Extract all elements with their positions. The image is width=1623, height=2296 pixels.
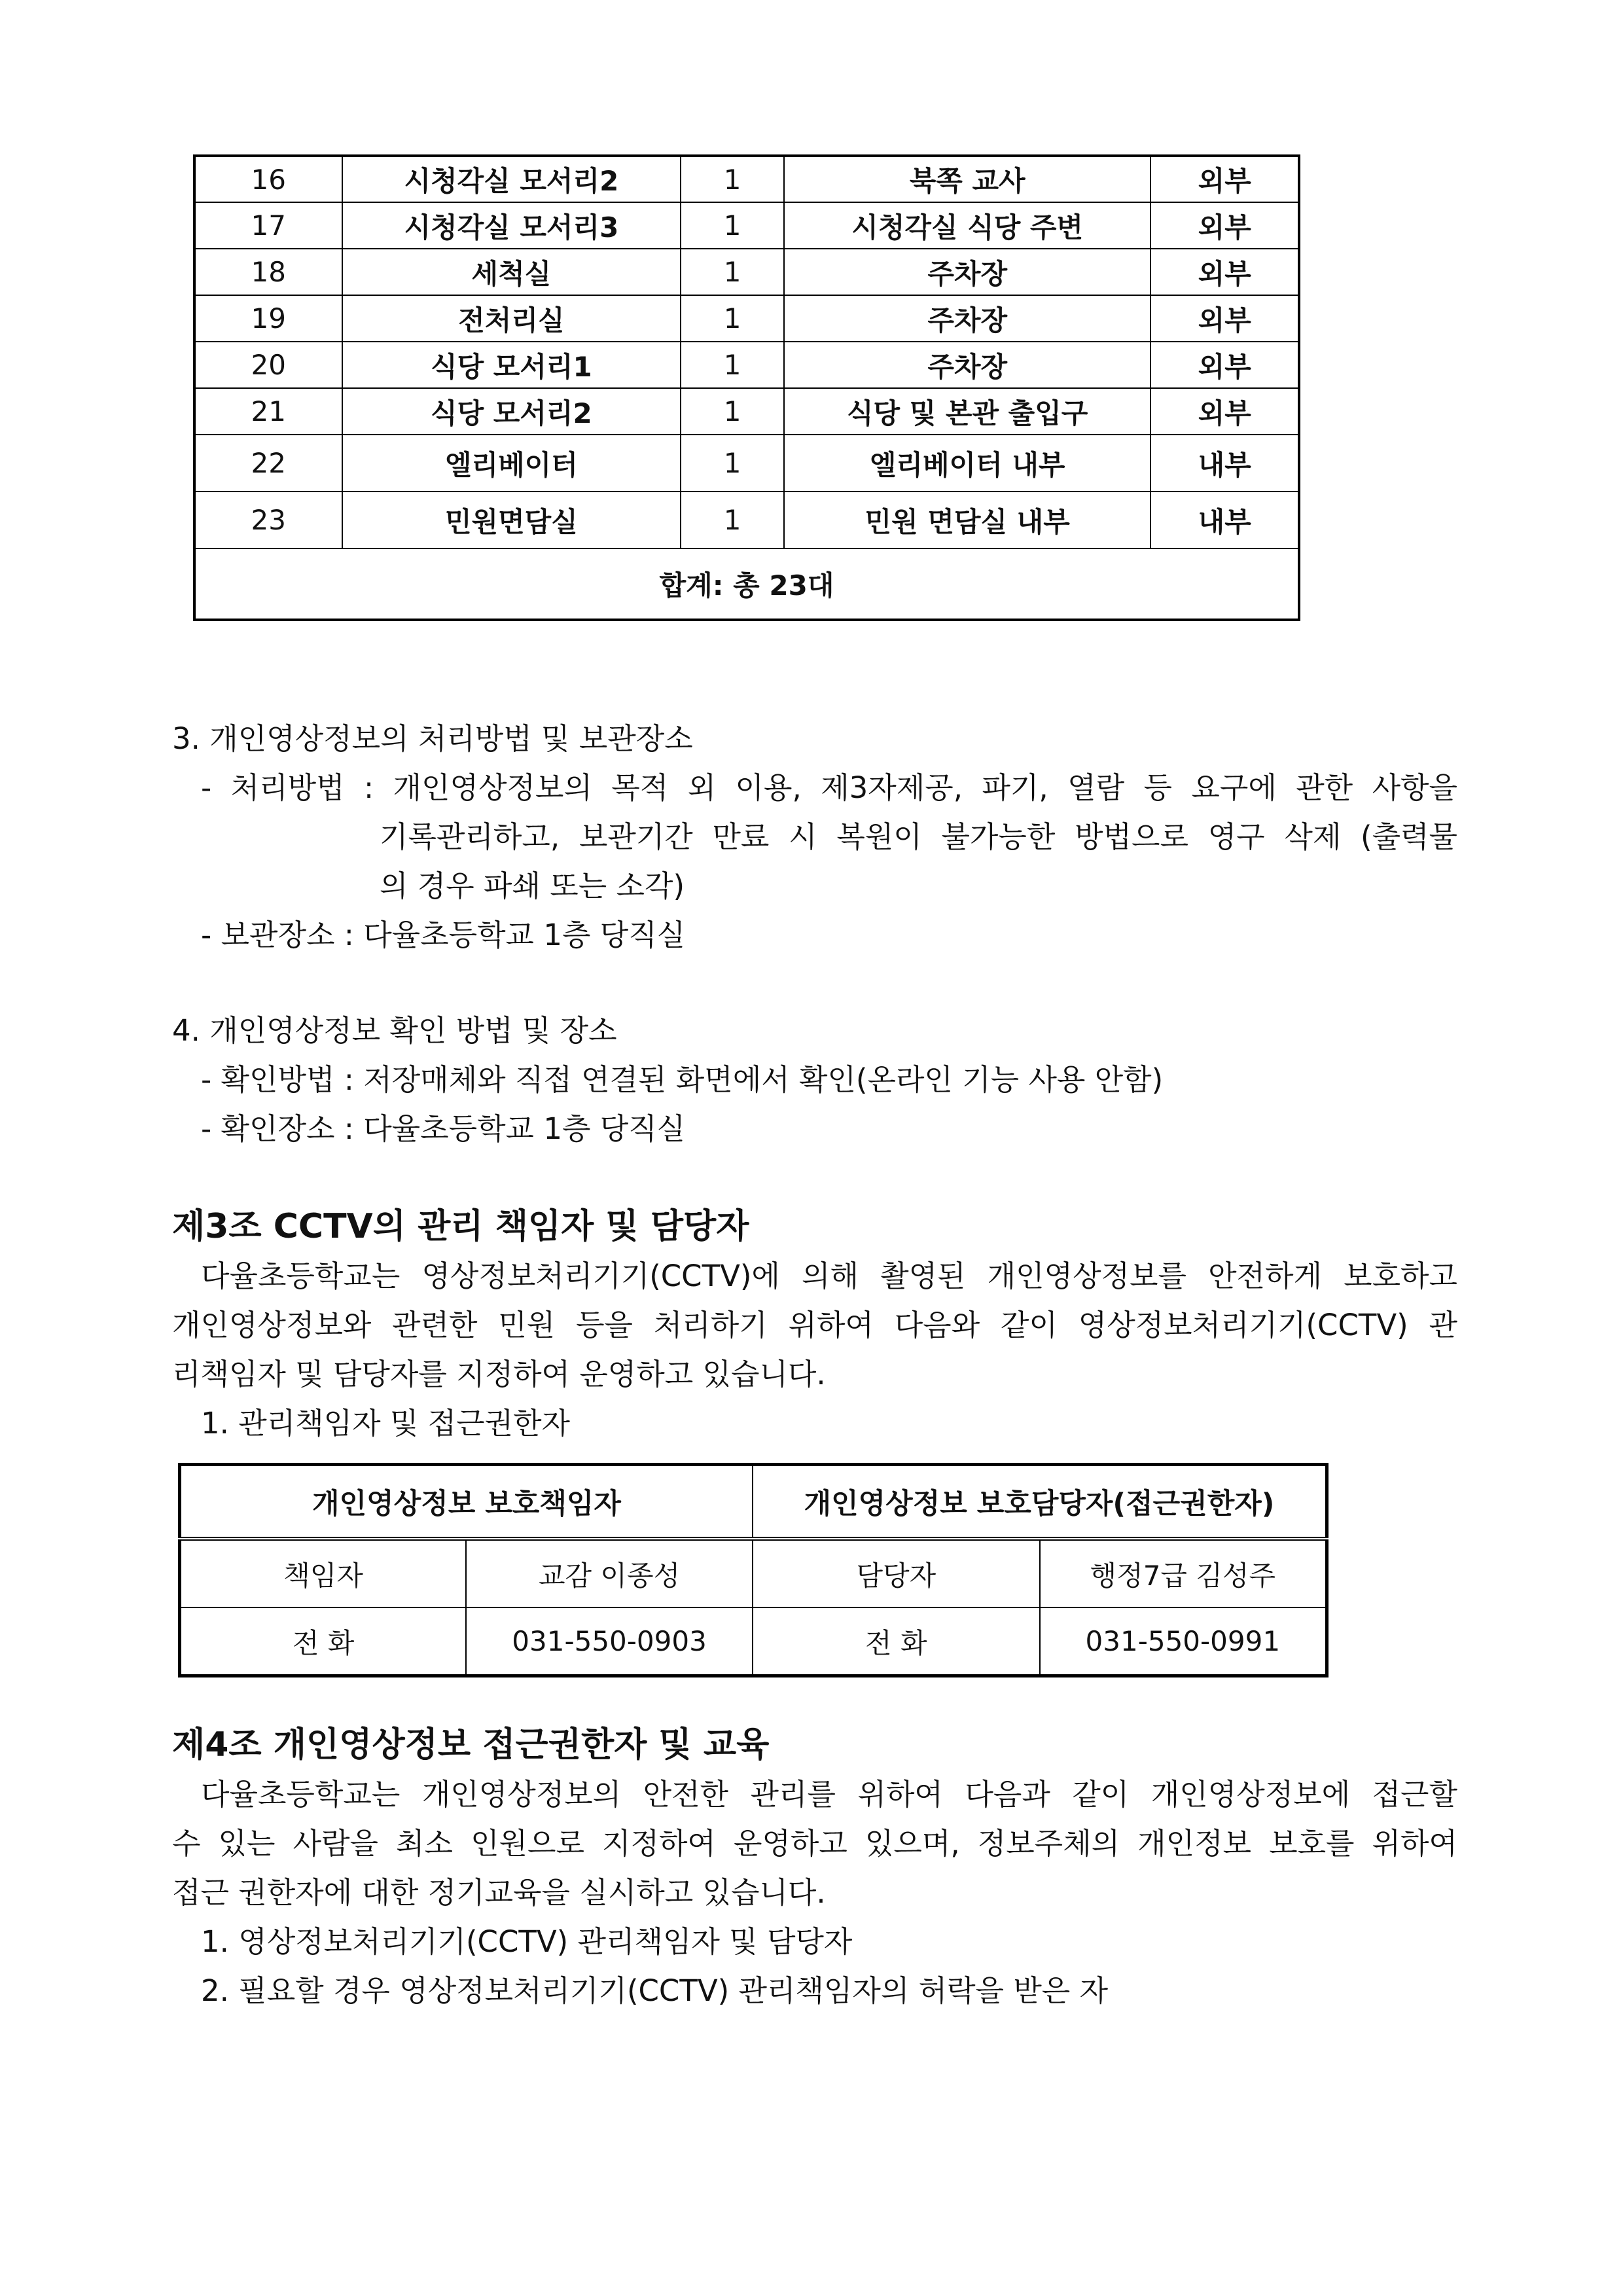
section3-method-line2: 기록관리하고, 보관기간 만료 시 복원이 불가능한 방법으로 영구 삭제 (출력물 [380, 819, 1457, 854]
camera-count: 1 [681, 342, 784, 388]
table-row [194, 202, 1299, 249]
table-row [194, 492, 1299, 548]
indoor-outdoor: 외부 [1150, 342, 1299, 388]
camera-count: 1 [681, 249, 784, 295]
camera-count: 1 [681, 388, 784, 435]
indoor-outdoor: 외부 [1150, 295, 1299, 342]
table-row [194, 342, 1299, 388]
header-staff-manager: 개인영상정보 보호담당자(접근권한자) [753, 1465, 1327, 1539]
install-location: 시청각실 모서리3 [342, 202, 681, 249]
article3-item1: 1. 관리책임자 및 접근권한자 [201, 1406, 571, 1441]
article3-paragraph-line2: 개인영상정보와 관련한 민원 등을 처리하기 위하여 다음와 같이 영상정보처리기기(CCTV) 관 [172, 1308, 1457, 1342]
table-row [180, 1539, 1327, 1607]
total-count: 합계: 총 23대 [194, 548, 1299, 620]
header-chief-manager: 개인영상정보 보호책임자 [180, 1465, 753, 1539]
row-number: 16 [194, 156, 342, 202]
filming-area: 북쪽 교사 [784, 156, 1151, 202]
indoor-outdoor: 외부 [1150, 249, 1299, 295]
table-row [180, 1607, 1327, 1676]
camera-count: 1 [681, 156, 784, 202]
row-number: 17 [194, 202, 342, 249]
install-location: 세척실 [342, 249, 681, 295]
row-number: 18 [194, 249, 342, 295]
install-location: 식당 모서리2 [342, 388, 681, 435]
staff-name: 행정7급 김성주 [1040, 1539, 1327, 1607]
row-number: 19 [194, 295, 342, 342]
filming-area: 주차장 [784, 342, 1151, 388]
article4-paragraph-line1: 다율초등학교는 개인영상정보의 안전한 관리를 위하여 다음과 같이 개인영상정보에 접근할 [201, 1777, 1457, 1812]
article4-item1: 1. 영상정보처리기기(CCTV) 관리책임자 및 담당자 [201, 1924, 853, 1959]
camera-count: 1 [681, 435, 784, 492]
install-location: 엘리베이터 [342, 435, 681, 492]
cctv-installation-table [193, 154, 1300, 621]
filming-area: 식당 및 본관 출입구 [784, 388, 1151, 435]
indoor-outdoor: 외부 [1150, 156, 1299, 202]
row-number: 21 [194, 388, 342, 435]
table-row [194, 156, 1299, 202]
filming-area: 시청각실 식당 주변 [784, 202, 1151, 249]
filming-area: 주차장 [784, 249, 1151, 295]
row-number: 20 [194, 342, 342, 388]
article4-item2: 2. 필요할 경우 영상정보처리기기(CCTV) 관리책임자의 허락을 받은 자 [201, 1973, 1109, 2008]
filming-area: 엘리베이터 내부 [784, 435, 1151, 492]
install-location: 전처리실 [342, 295, 681, 342]
table-row [194, 295, 1299, 342]
row-number: 23 [194, 492, 342, 548]
section3-title: 3. 개인영상정보의 처리방법 및 보관장소 [172, 721, 693, 756]
indoor-outdoor: 외부 [1150, 202, 1299, 249]
section3-method-line1: - 처리방법 : 개인영상정보의 목적 외 이용, 제3자제공, 파기, 열람 등 요구에 관한 사항을 [201, 770, 1457, 805]
table-header-row [180, 1465, 1327, 1539]
article4-paragraph-line2: 수 있는 사람을 최소 인원으로 지정하여 운영하고 있으며, 정보주체의 개인정보 보호를 위하여 [172, 1826, 1457, 1861]
label-chief: 책임자 [180, 1539, 467, 1607]
indoor-outdoor: 외부 [1150, 388, 1299, 435]
label-phone: 전 화 [180, 1607, 467, 1676]
section4-method: - 확인방법 : 저장매체와 직접 연결된 화면에서 확인(온라인 기능 사용 안함) [201, 1062, 1164, 1097]
camera-count: 1 [681, 202, 784, 249]
install-location: 민원면담실 [342, 492, 681, 548]
table-row [194, 435, 1299, 492]
label-staff: 담당자 [753, 1539, 1040, 1607]
filming-area: 민원 면담실 내부 [784, 492, 1151, 548]
indoor-outdoor: 내부 [1150, 492, 1299, 548]
article3-paragraph-line1: 다율초등학교는 영상정보처리기기(CCTV)에 의해 촬영된 개인영상정보를 안전하게 보호하고 [201, 1259, 1457, 1293]
install-location: 시청각실 모서리2 [342, 156, 681, 202]
article3-heading: 제3조 CCTV의 관리 책임자 및 담당자 [172, 1207, 749, 1246]
row-number: 22 [194, 435, 342, 492]
camera-count: 1 [681, 492, 784, 548]
section3-method-line3: 의 경우 파쇄 또는 소각) [380, 869, 685, 903]
table-row [194, 388, 1299, 435]
indoor-outdoor: 내부 [1150, 435, 1299, 492]
section3-storage: - 보관장소 : 다율초등학교 1층 당직실 [201, 918, 686, 952]
manager-table [178, 1463, 1329, 1677]
total-row [194, 548, 1299, 620]
install-location: 식당 모서리1 [342, 342, 681, 388]
label-phone: 전 화 [753, 1607, 1040, 1676]
article4-paragraph-line3: 접근 권한자에 대한 정기교육을 실시하고 있습니다. [172, 1875, 826, 1910]
chief-name: 교감 이종성 [466, 1539, 753, 1607]
chief-phone: 031-550-0903 [466, 1607, 753, 1676]
staff-phone: 031-550-0991 [1040, 1607, 1327, 1676]
article4-heading: 제4조 개인영상정보 접근권한자 및 교육 [172, 1725, 770, 1765]
camera-count: 1 [681, 295, 784, 342]
filming-area: 주차장 [784, 295, 1151, 342]
article3-paragraph-line3: 리책임자 및 담당자를 지정하여 운영하고 있습니다. [172, 1357, 826, 1391]
section4-title: 4. 개인영상정보 확인 방법 및 장소 [172, 1013, 617, 1048]
table-row [194, 249, 1299, 295]
section4-place: - 확인장소 : 다율초등학교 1층 당직실 [201, 1111, 686, 1146]
